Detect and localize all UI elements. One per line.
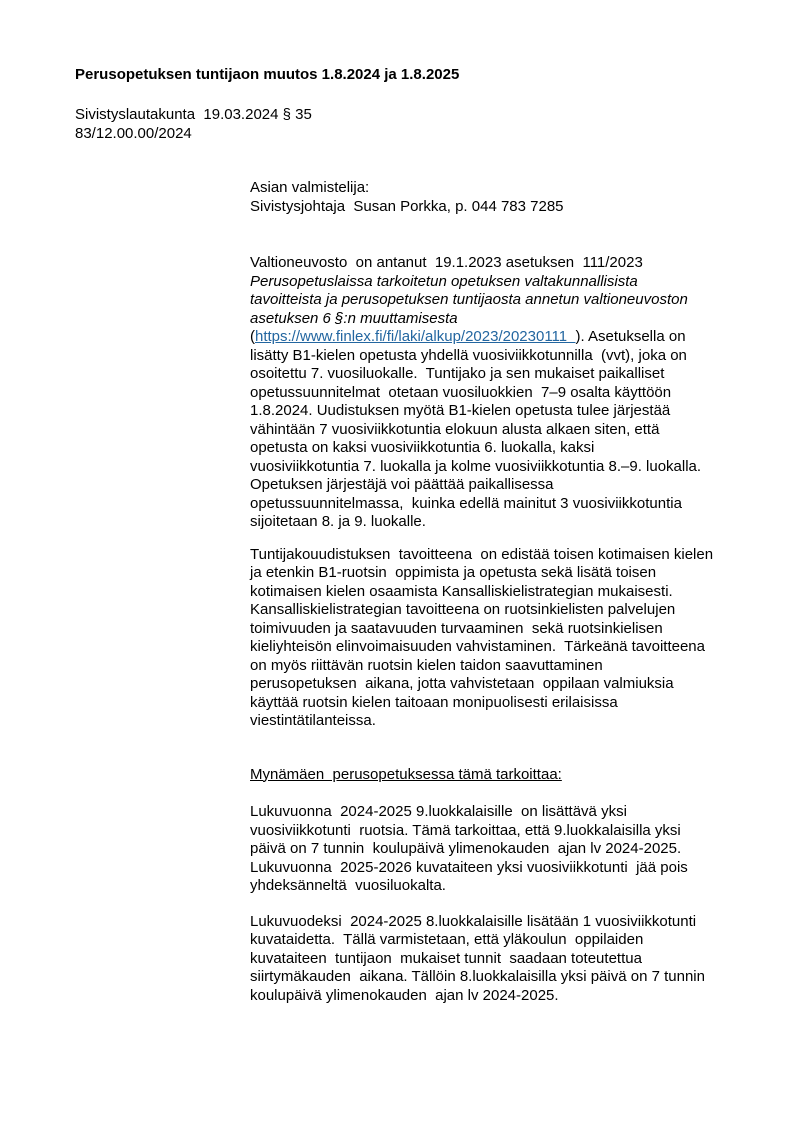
committee-date-line: Sivistyslautakunta 19.03.2024 § 35 — [75, 106, 312, 123]
text-run: opetussuunnitelmassa, kuinka edellä mainitut 3 vuosiviikkotuntia — [250, 494, 682, 512]
text-run: vuosiviikkotunti ruotsia. Tämä tarkoittaa, että 9.luokkalaisilla yksi — [250, 821, 681, 839]
text-line — [250, 546, 755, 565]
text-line — [250, 384, 755, 403]
text-line — [250, 766, 755, 785]
paragraph-lukuvuosi-ruotsi — [250, 803, 755, 896]
text-run: Opetuksen järjestäjä voi päättää paikallisessa — [250, 476, 554, 493]
text-run: asetuksen 6 §:n muuttamisesta — [250, 309, 458, 327]
text-line — [250, 476, 755, 495]
text-run: perusopetuksen aikana, jotta vahvistetaan oppilaan valmiuksia — [250, 675, 674, 692]
text-run: lisätty B1-kielen opetusta yhdellä vuosiviikkotunnilla (vvt), joka on — [250, 346, 687, 364]
text-run: tavoitteista ja perusopetuksen tuntijaosta annetun valtioneuvoston — [250, 291, 688, 308]
text-line — [250, 859, 755, 878]
text-run: siirtymäkauden aikana. Tällöin 8.luokkalaisilla yksi päivä on 7 tunnin — [250, 968, 705, 985]
text-line — [250, 877, 755, 896]
text-run: päivä on 7 tunnin koulupäivä ylimenokauden ajan lv 2024-2025. — [250, 840, 682, 857]
text-line — [250, 439, 755, 458]
text-run: kuvataiteen tuntijaon mukaiset tunnit saadaan toteutettua — [250, 949, 642, 967]
paragraph-tavoitteet — [250, 546, 755, 731]
text-run: koulupäivä ylimenokauden ajan lv 2024-2025. — [250, 986, 559, 1004]
text-line — [250, 620, 755, 639]
text-line — [250, 822, 755, 841]
text-run: opetussuunnitelmat otetaan vuosiluokkien 7–9 osalta käyttöön — [250, 383, 672, 401]
text-line — [250, 347, 755, 366]
text-line — [250, 179, 755, 198]
text-run: ja etenkin B1-ruotsin oppimista ja opetusta sekä lisätä toisen — [250, 564, 657, 581]
text-run: Tuntijakouudistuksen tavoitteena on edistää toisen kotimaisen kielen — [250, 545, 714, 563]
heading-mynamaki — [250, 766, 755, 785]
text-run: kuvataidetta. Tällä varmistetaan, että yläkoulun oppilaiden — [250, 931, 644, 948]
text-line — [250, 291, 755, 310]
text-line — [250, 657, 755, 676]
text-line — [250, 638, 755, 657]
text-line — [250, 402, 755, 421]
text-line — [250, 421, 755, 440]
text-run: Sivistysjohtaja Susan Porkka, p. 044 783 7285 — [250, 197, 564, 215]
document-content — [250, 179, 755, 1005]
text-line — [250, 712, 755, 731]
text-run: on myös riittävän ruotsin kielen taidon saavuttaminen — [250, 656, 603, 674]
meta-block — [75, 106, 312, 143]
text-line — [250, 513, 755, 532]
text-run: Asian valmistelija: — [250, 179, 370, 196]
text-run: vähintään 7 vuosiviikkotuntia elokuun alusta alkaen siten, että — [250, 420, 660, 438]
paragraph-asetus — [250, 254, 755, 532]
text-run: Lukuvuodeksi 2024-2025 8.luokkalaisille lisätään 1 vuosiviikkotunti — [250, 912, 697, 930]
text-run: Lukuvuonna 2024-2025 9.luokkalaisille on lisättävä yksi — [250, 803, 627, 820]
paragraph-lukuvuosi-kuvataide — [250, 913, 755, 1006]
text-run: Lukuvuonna 2025-2026 kuvataiteen yksi vuosiviikkotunti jää pois — [250, 858, 688, 876]
text-line — [250, 254, 755, 273]
text-run: toimivuuden ja saatavuuden turvaaminen sekä ruotsinkielisen — [250, 619, 663, 637]
text-line — [250, 273, 755, 292]
text-run: osoitettu 7. vuosiluokalle. Tuntijako ja sen mukaiset paikalliset — [250, 365, 665, 382]
text-line — [250, 931, 755, 950]
text-line — [250, 987, 755, 1006]
text-line — [250, 968, 755, 987]
document-title: Perusopetuksen tuntijaon muutos 1.8.2024 ja 1.8.2025 — [75, 66, 460, 83]
text-run: Kansalliskielistrategian tavoitteena on ruotsinkielisten palvelujen — [250, 601, 676, 618]
text-run: ( — [250, 328, 255, 345]
text-line — [250, 601, 755, 620]
text-line — [250, 564, 755, 583]
finlex-link[interactable]: https://www.finlex.fi/fi/laki/alkup/2023/20230111 — [255, 328, 576, 345]
text-run: vuosiviikkotuntia 7. luokalla ja kolme vuosiviikkotuntia 8.–9. luokalla. — [250, 457, 702, 475]
text-run: sijoitetaan 8. ja 9. luokalle. — [250, 513, 426, 530]
text-run: viestintätilanteissa. — [250, 712, 376, 729]
text-run: Mynämäen perusopetuksessa tämä tarkoittaa: — [250, 765, 562, 783]
text-run: ). Asetuksella on — [575, 328, 686, 345]
text-run: käyttää ruotsin kielen taitoaan monipuolisesti erilaisissa — [250, 693, 618, 711]
text-run: 1.8.2024. Uudistuksen myötä B1-kielen opetusta tulee järjestää — [250, 402, 671, 419]
text-run: kieliyhteisön elinvoimaisuuden vahvistaminen. Tärkeänä tavoitteena — [250, 638, 705, 655]
text-line — [250, 913, 755, 932]
text-line — [250, 458, 755, 477]
text-line — [250, 328, 755, 347]
text-run: yhdeksänneltä vuosiluokalta. — [250, 877, 446, 894]
text-run: opetusta on kaksi vuosiviikkotuntia 6. luokalla, kaksi — [250, 439, 595, 456]
case-number: 83/12.00.00/2024 — [75, 124, 192, 142]
text-line — [250, 675, 755, 694]
text-run: kotimaisen kielen osaamista Kansalliskielistrategian mukaisesti. — [250, 582, 673, 600]
text-run: Valtioneuvosto on antanut 19.1.2023 asetuksen 111/2023 — [250, 254, 643, 271]
text-line — [250, 950, 755, 969]
text-line — [250, 840, 755, 859]
text-line — [250, 694, 755, 713]
text-line — [250, 803, 755, 822]
text-run: Perusopetuslaissa tarkoitetun opetuksen valtakunnallisista — [250, 272, 638, 290]
text-line — [250, 310, 755, 329]
preparer-block — [250, 179, 755, 216]
text-line — [250, 198, 755, 217]
text-line — [250, 495, 755, 514]
text-line — [250, 583, 755, 602]
text-line — [250, 365, 755, 384]
